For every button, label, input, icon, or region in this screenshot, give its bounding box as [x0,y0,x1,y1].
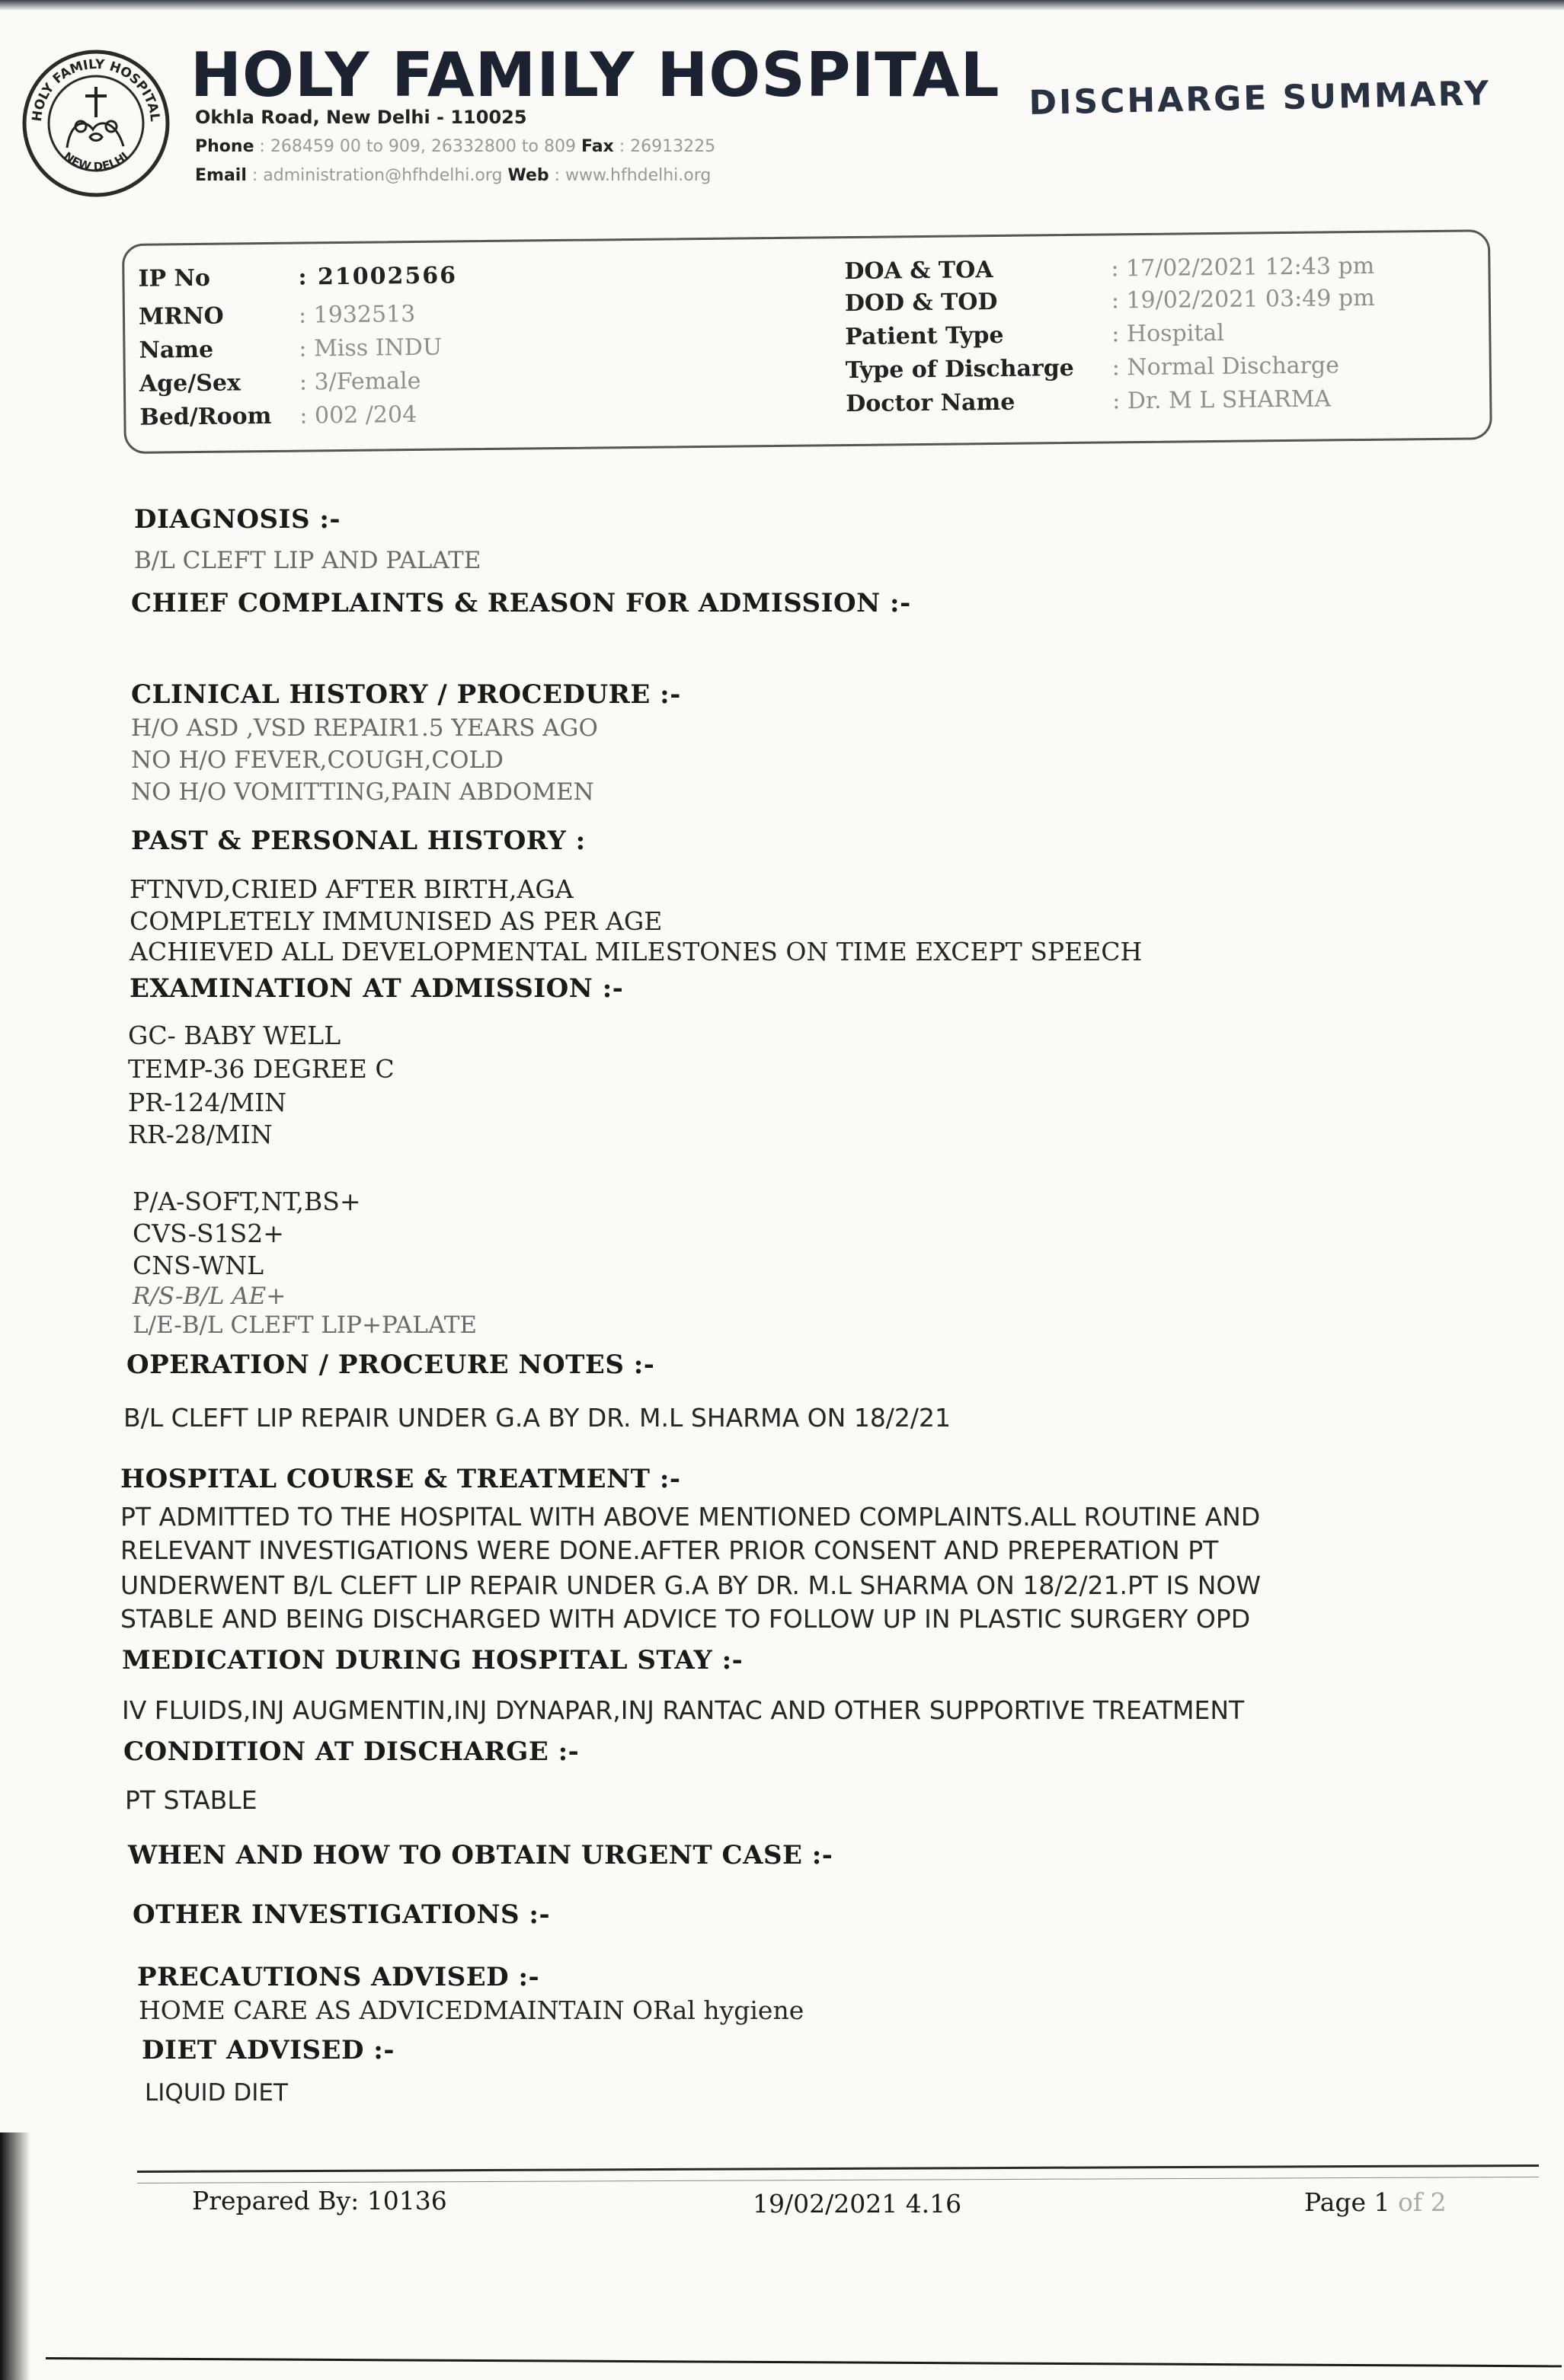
info-row-name [139,334,442,364]
condition-text: PT STABLE [125,1785,257,1815]
examination-line: L/E-B/L CLEFT LIP+PALATE [133,1311,477,1339]
past-history-heading: PAST & PERSONAL HISTORY : [131,826,586,856]
phone-value: : 268459 00 to 909, 26332800 to 809 [259,137,576,156]
medication-heading: MEDICATION DURING HOSPITAL STAY :- [122,1645,744,1676]
medication-text: IV FLUIDS,INJ AUGMENTIN,INJ DYNAPAR,INJ RANTAC AND OTHER SUPPORTIVE TREATMENT [122,1695,1245,1725]
past-history-line: ACHIEVED ALL DEVELOPMENTAL MILESTONES ON TIME EXCEPT SPEECH [130,937,1143,966]
hospital-seal-logo [20,47,172,200]
svg-text:HOLY FAMILY HOSPITAL: HOLY FAMILY HOSPITAL [29,56,163,123]
examination-line: P/A-SOFT,NT,BS+ [133,1187,361,1216]
info-label: Doctor Name [846,388,1015,418]
clinical-history-heading: CLINICAL HISTORY / PROCEDURE :- [131,679,681,710]
info-label: Name [139,336,214,364]
examination-line: R/S-B/L AE+ [133,1283,286,1310]
web-label: Web [507,166,549,185]
info-row-patient-type [845,320,1224,350]
info-value: : 1932513 [298,300,416,329]
examination-heading: EXAMINATION AT ADMISSION :- [130,973,624,1004]
info-value: : 17/02/2021 12:43 pm [1111,252,1375,283]
info-row-mrno [139,301,416,331]
examination-line: CVS-S1S2+ [133,1219,284,1248]
info-label: MRNO [138,302,224,331]
fax-value: : 26913225 [619,137,716,156]
precautions-heading: PRECAUTIONS ADVISED :- [137,1962,540,1992]
info-value: : Hospital [1111,319,1225,348]
info-row-bed-room [139,401,417,431]
page-bottom-edge [46,2357,1562,2367]
operation-notes-heading: OPERATION / PROCEURE NOTES :- [126,1350,655,1380]
past-history-line: COMPLETELY IMMUNISED AS PER AGE [130,906,663,936]
info-label: Age/Sex [139,369,241,398]
operation-notes-text: B/L CLEFT LIP REPAIR UNDER G.A BY DR. M.L SHARMA ON 18/2/21 [123,1403,952,1433]
other-investigations-heading: OTHER INVESTIGATIONS :- [133,1899,551,1930]
hospital-name: HOLY FAMILY HOSPITAL [190,40,1000,110]
chief-complaints-heading: CHIEF COMPLAINTS & REASON FOR ADMISSION :- [131,588,911,618]
clinical-history-line: H/O ASD ,VSD REPAIR1.5 YEARS AGO [131,714,598,742]
page-number [1304,2187,1447,2217]
diagnosis-text: B/L CLEFT LIP AND PALATE [134,547,481,574]
clinical-history-line: NO H/O VOMITTING,PAIN ABDOMEN [131,778,594,806]
examination-line: CNS-WNL [133,1251,264,1280]
info-row-dod-tod [845,285,1375,317]
svg-text:NEW DELHI: NEW DELHI [61,149,131,174]
info-label: DOA & TOA [844,257,993,286]
hospital-phone-fax [195,137,715,156]
hospital-course-line: STABLE AND BEING DISCHARGED WITH ADVICE TO FOLLOW UP IN PLASTIC SURGERY OPD [120,1604,1251,1634]
diet-text: LIQUID DIET [145,2079,288,2107]
info-label: Patient Type [845,321,1004,351]
scan-top-edge [0,0,1564,11]
hospital-course-heading: HOSPITAL COURSE & TREATMENT :- [120,1464,681,1494]
fax-label: Fax [581,137,614,156]
info-value: : 3/Female [299,367,421,396]
web-value: : www.hfhdelhi.org [554,166,712,185]
info-value: : Normal Discharge [1111,352,1340,382]
hospital-email-web [195,166,711,185]
info-label: Bed/Room [139,402,272,431]
examination-line: RR-28/MIN [128,1120,273,1149]
info-value: : 19/02/2021 03:49 pm [1111,284,1375,315]
info-value: : 21002566 [298,262,458,291]
diet-heading: DIET ADVISED :- [142,2035,395,2065]
scan-left-edge [0,2132,30,2380]
info-row-doctor-name [846,385,1331,417]
precautions-text: HOME CARE AS ADVICEDMAINTAIN ORal hygiene [139,1995,804,2025]
info-value: : Dr. M L SHARMA [1112,385,1332,415]
info-value: : Miss INDU [299,334,443,363]
hospital-address: Okhla Road, New Delhi - 110025 [195,107,527,128]
info-row-age-sex [139,368,421,398]
info-label: Type of Discharge [845,354,1074,385]
email-label: Email [195,166,247,185]
patient-info-box [122,229,1492,454]
email-value: : administration@hfhdelhi.org [251,166,503,185]
hospital-course-line: UNDERWENT B/L CLEFT LIP REPAIR UNDER G.A BY DR. M.L SHARMA ON 18/2/21.PT IS NOW [120,1570,1262,1600]
info-row-discharge-type [846,352,1339,384]
examination-line: PR-124/MIN [128,1088,287,1117]
hospital-course-line: PT ADMITTED TO THE HOSPITAL WITH ABOVE MENTIONED COMPLAINTS.ALL ROUTINE AND [120,1502,1261,1532]
info-row-ip-no [138,262,457,292]
phone-label: Phone [195,137,254,156]
past-history-line: FTNVD,CRIED AFTER BIRTH,AGA [130,874,574,904]
document-title: DISCHARGE SUMMARY [1028,74,1492,123]
info-row-doa-toa [844,253,1374,285]
clinical-history-line: NO H/O FEVER,COUGH,COLD [131,746,504,774]
examination-line: TEMP-36 DEGREE C [128,1054,395,1084]
info-value: : 002 /204 [299,401,417,430]
info-label: IP No [138,264,211,292]
page-number-total: of 2 [1390,2187,1447,2217]
urgent-case-heading: WHEN AND HOW TO OBTAIN URGENT CASE :- [128,1840,833,1870]
page-number-current: Page 1 [1304,2187,1390,2217]
printed-date-time: 19/02/2021 4.16 [753,2189,962,2219]
examination-line: GC- BABY WELL [128,1021,341,1050]
condition-heading: CONDITION AT DISCHARGE :- [123,1736,580,1767]
hospital-course-line: RELEVANT INVESTIGATIONS WERE DONE.AFTER PRIOR CONSENT AND PREPERATION PT [120,1535,1219,1565]
prepared-by: Prepared By: 10136 [192,2186,447,2215]
info-label: DOD & TOD [844,288,998,318]
diagnosis-heading: DIAGNOSIS :- [134,504,341,535]
footer-divider-thin [137,2177,1539,2184]
footer-divider [137,2164,1539,2173]
